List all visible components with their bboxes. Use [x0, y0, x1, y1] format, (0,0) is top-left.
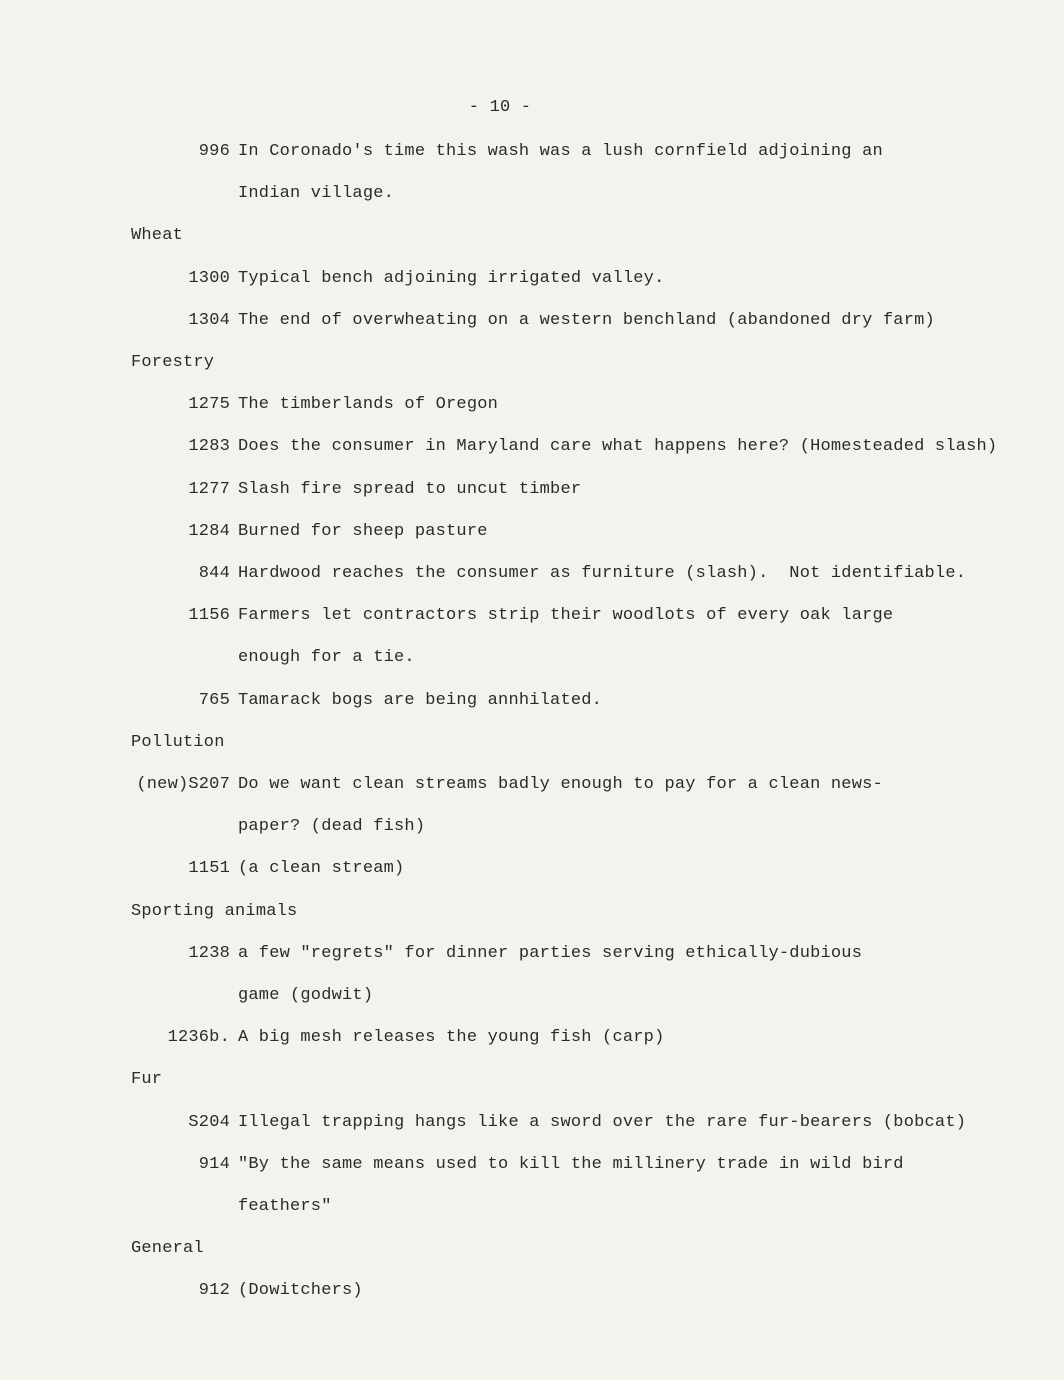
section-heading: Fur: [131, 1070, 163, 1089]
caption-text: Does the consumer in Maryland care what happens here? (Homesteaded slash): [238, 437, 998, 456]
caption-text: Tamarack bogs are being annhilated.: [238, 691, 603, 710]
caption-text: Farmers let contractors strip their woodlots of every oak large: [238, 606, 894, 625]
caption-continuation: paper? (dead fish): [238, 817, 426, 836]
slide-number: 996: [198, 142, 230, 161]
caption-text: Typical bench adjoining irrigated valley.: [238, 269, 665, 288]
slide-number: 1304: [188, 311, 230, 330]
slide-number: 1156: [188, 606, 230, 625]
caption-entry: [0, 563, 1064, 585]
slide-number: 844: [198, 564, 230, 583]
caption-continuation: enough for a tie.: [238, 648, 415, 667]
caption-entry: [0, 268, 1064, 290]
caption-entry: [0, 521, 1064, 543]
slide-number: 1236b.: [167, 1028, 230, 1047]
page-number: - 10 -: [468, 98, 532, 117]
caption-entry: [0, 436, 1064, 458]
caption-text: Hardwood reaches the consumer as furniture (slash). Not identifiable.: [238, 564, 967, 583]
caption-text: In Coronado's time this wash was a lush cornfield adjoining an: [238, 142, 883, 161]
caption-text: a few "regrets" for dinner parties serving ethically-dubious: [238, 944, 863, 963]
caption-entry: [0, 1280, 1064, 1302]
caption-continuation: Indian village.: [238, 184, 395, 203]
caption-text: The end of overwheating on a western benchland (abandoned dry farm): [238, 311, 935, 330]
caption-entry: [0, 141, 1064, 163]
slide-number: (new)S207: [136, 775, 230, 794]
slide-number: 1284: [188, 522, 230, 541]
caption-text: A big mesh releases the young fish (carp): [238, 1028, 665, 1047]
slide-number: 1275: [188, 395, 230, 414]
caption-text: Slash fire spread to uncut timber: [238, 480, 582, 499]
caption-text: "By the same means used to kill the millinery trade in wild bird: [238, 1155, 904, 1174]
slide-number: 914: [198, 1155, 230, 1174]
caption-continuation: game (godwit): [238, 986, 374, 1005]
section-heading: Forestry: [131, 353, 215, 372]
caption-entry: [0, 310, 1064, 332]
caption-text: Illegal trapping hangs like a sword over the rare fur-bearers (bobcat): [238, 1113, 967, 1132]
slide-number: 765: [198, 691, 230, 710]
slide-number: 1283: [188, 437, 230, 456]
slide-number: 912: [198, 1281, 230, 1300]
slide-number: 1238: [188, 944, 230, 963]
caption-entry: [0, 858, 1064, 880]
caption-text: The timberlands of Oregon: [238, 395, 499, 414]
slide-number: 1277: [188, 480, 230, 499]
slide-number: S204: [188, 1113, 230, 1132]
caption-text: (Dowitchers): [238, 1281, 363, 1300]
section-heading: Sporting animals: [131, 902, 298, 921]
caption-text: Burned for sheep pasture: [238, 522, 488, 541]
caption-entry: [0, 774, 1064, 796]
caption-entry: [0, 1027, 1064, 1049]
caption-text: Do we want clean streams badly enough to pay for a clean news-: [238, 775, 883, 794]
slide-number: 1300: [188, 269, 230, 288]
caption-entry: [0, 605, 1064, 627]
caption-entry: [0, 943, 1064, 965]
section-heading: General: [131, 1239, 204, 1258]
caption-entry: [0, 1154, 1064, 1176]
section-heading: Pollution: [131, 733, 225, 752]
caption-continuation: feathers": [238, 1197, 332, 1216]
section-heading: Wheat: [131, 226, 184, 245]
slide-number: 1151: [188, 859, 230, 878]
caption-entry: [0, 394, 1064, 416]
caption-entry: [0, 479, 1064, 501]
caption-entry: [0, 690, 1064, 712]
caption-text: (a clean stream): [238, 859, 405, 878]
caption-entry: [0, 1112, 1064, 1134]
